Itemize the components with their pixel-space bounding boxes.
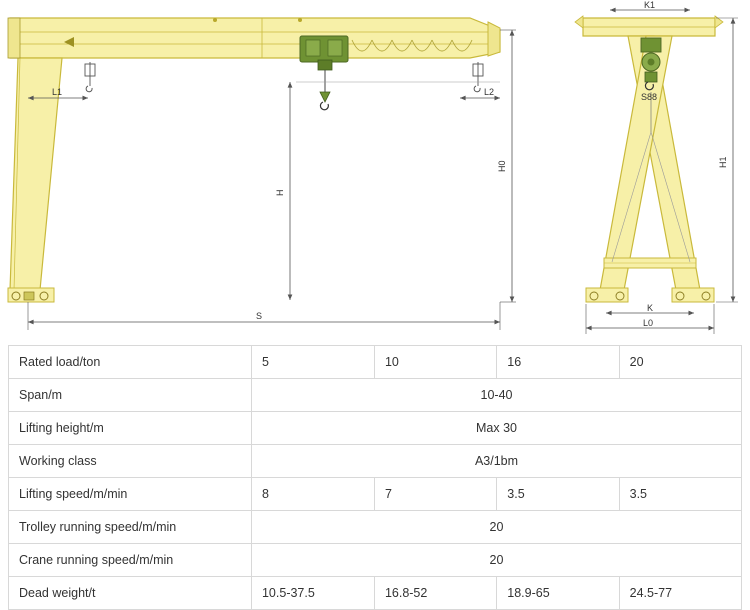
table-row [9, 478, 742, 511]
dim-L2: L2 [484, 87, 495, 97]
row-value: 3.5 [619, 478, 741, 511]
row-value: 20 [619, 346, 741, 379]
main-girder [10, 18, 500, 58]
row-value: 10-40 [251, 379, 741, 412]
dim-L0: L0 [643, 318, 654, 328]
dim-K1: K1 [644, 0, 656, 10]
row-value: Max 30 [251, 412, 741, 445]
dim-H1: H1 [718, 156, 728, 168]
row-value: 16 [497, 346, 619, 379]
row-label: Lifting height/m [9, 412, 252, 445]
row-value: 10.5-37.5 [251, 577, 374, 610]
hook-symbol-right [473, 62, 483, 92]
row-label: Dead weight/t [9, 577, 252, 610]
table-row [9, 544, 742, 577]
table-row [9, 511, 742, 544]
row-value: 5 [251, 346, 374, 379]
table-row [9, 379, 742, 412]
row-value: 20 [251, 511, 741, 544]
row-value: 7 [374, 478, 496, 511]
row-label: Span/m [9, 379, 252, 412]
row-label: Crane running speed/m/min [9, 544, 252, 577]
dim-L1: L1 [52, 87, 63, 97]
side-view-group [575, 0, 738, 334]
dim-K: K [647, 303, 654, 313]
row-value: 10 [374, 346, 496, 379]
dim-S88: S88 [641, 92, 658, 102]
row-label: Working class [9, 445, 252, 478]
dim-H0: H0 [497, 160, 507, 172]
row-value: 24.5-77 [619, 577, 741, 610]
row-value: 18.9-65 [497, 577, 619, 610]
specification-table [8, 345, 742, 610]
row-label: Lifting speed/m/min [9, 478, 252, 511]
front-view-group [8, 18, 516, 330]
row-label: Trolley running speed/m/min [9, 511, 252, 544]
table-row [9, 346, 742, 379]
hoist-trolley [300, 36, 348, 110]
row-label: Rated load/ton [9, 346, 252, 379]
row-value: 20 [251, 544, 741, 577]
row-value: 8 [251, 478, 374, 511]
dim-S: S [256, 311, 263, 321]
table-row [9, 445, 742, 478]
table-row [9, 412, 742, 445]
row-value: 3.5 [497, 478, 619, 511]
row-value: A3/1bm [251, 445, 741, 478]
dim-H: H [275, 189, 285, 196]
hook-symbol-left [85, 62, 95, 92]
row-value: 16.8-52 [374, 577, 496, 610]
table-row [9, 577, 742, 610]
